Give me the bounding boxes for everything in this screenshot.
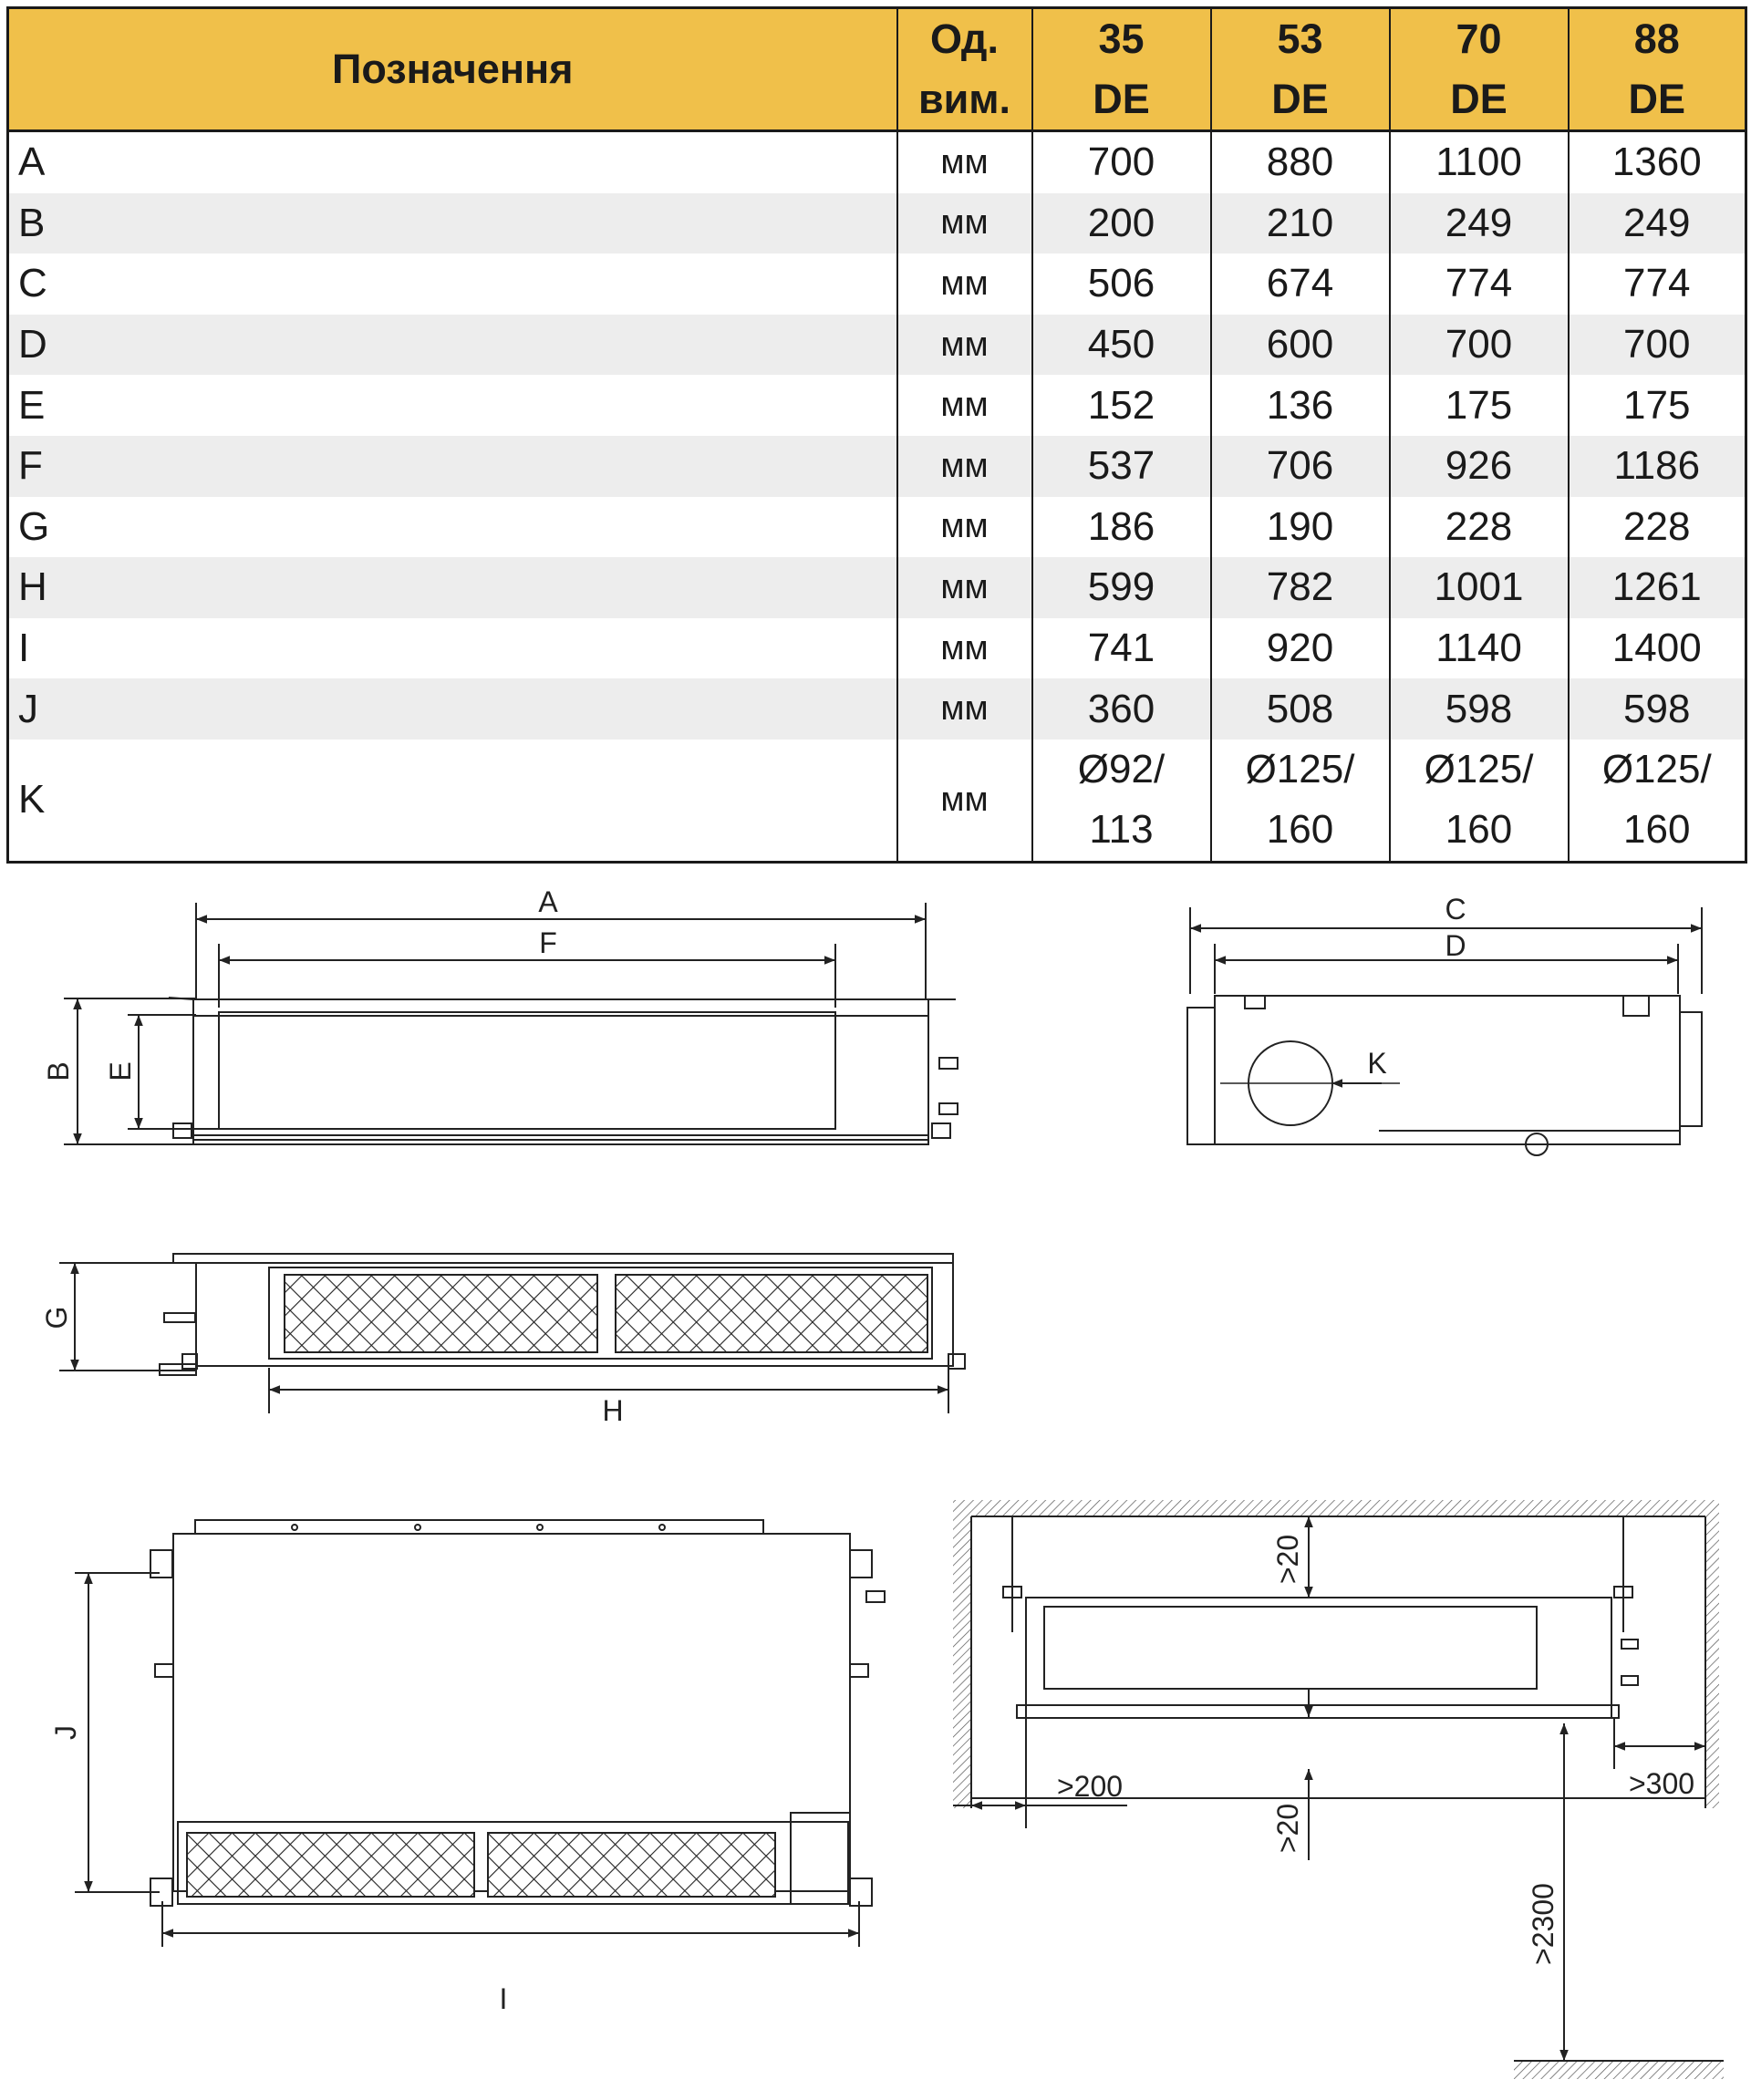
row-value	[1211, 740, 1390, 863]
row-unit: мм	[897, 436, 1032, 497]
header-model-line2: DE	[1271, 76, 1329, 122]
floor-height-label: >2300	[1527, 1883, 1559, 1965]
row-value	[1390, 740, 1569, 863]
header-model-line1: 53	[1277, 16, 1323, 62]
row-value: 200	[1032, 193, 1211, 254]
row-value: 741	[1032, 618, 1211, 679]
row-value: 360	[1032, 678, 1211, 740]
row-value: 700	[1390, 315, 1569, 376]
clearance-bottom-label: >20	[1271, 1803, 1304, 1854]
row-value: 249	[1390, 193, 1569, 254]
row-value: 175	[1569, 375, 1746, 436]
row-label: D	[8, 315, 897, 376]
row-unit: мм	[897, 740, 1032, 863]
row-unit: мм	[897, 253, 1032, 315]
row-value: 450	[1032, 315, 1211, 376]
bottom-view	[75, 1520, 885, 1947]
row-unit: мм	[897, 618, 1032, 679]
header-model-line2: DE	[1093, 76, 1150, 122]
row-label: J	[8, 678, 897, 740]
row-value: 600	[1211, 315, 1390, 376]
table-row	[8, 497, 1746, 558]
table-row	[8, 131, 1746, 193]
row-value	[1032, 740, 1211, 863]
dim-label-K: K	[1367, 1047, 1387, 1080]
table-header-row	[8, 8, 1746, 131]
row-label: B	[8, 193, 897, 254]
clearance-left-label: >200	[1056, 1770, 1124, 1803]
header-designation: Позначення	[8, 8, 897, 131]
header-model-88	[1569, 8, 1746, 131]
header-model-35	[1032, 8, 1211, 131]
row-value: 506	[1032, 253, 1211, 315]
row-value: 674	[1211, 253, 1390, 315]
table-row	[8, 193, 1746, 254]
row-label: H	[8, 557, 897, 618]
header-unit	[897, 8, 1032, 131]
row-value-line: Ø125/	[1601, 747, 1712, 792]
row-value: 190	[1211, 497, 1390, 558]
row-unit: мм	[897, 375, 1032, 436]
row-value: 1400	[1569, 618, 1746, 679]
row-label: F	[8, 436, 897, 497]
row-value: 1001	[1390, 557, 1569, 618]
row-unit: мм	[897, 557, 1032, 618]
front-view	[64, 903, 958, 1144]
row-value: 136	[1211, 375, 1390, 436]
table-row	[8, 315, 1746, 376]
table-row	[8, 375, 1746, 436]
row-value: 228	[1569, 497, 1746, 558]
dimensions-table	[6, 6, 1747, 864]
row-value: 1140	[1390, 618, 1569, 679]
row-value: 774	[1390, 253, 1569, 315]
header-unit-line1: Од.	[930, 16, 999, 62]
row-label: C	[8, 253, 897, 315]
row-unit: мм	[897, 678, 1032, 740]
row-value: 1186	[1569, 436, 1746, 497]
dim-label-D: D	[1445, 929, 1466, 962]
row-label: E	[8, 375, 897, 436]
header-model-53	[1211, 8, 1390, 131]
row-value: 249	[1569, 193, 1746, 254]
row-value: 706	[1211, 436, 1390, 497]
row-value-line: Ø92/	[1077, 747, 1166, 792]
row-value: 508	[1211, 678, 1390, 740]
row-label: G	[8, 497, 897, 558]
row-value: 186	[1032, 497, 1211, 558]
row-value: 598	[1569, 678, 1746, 740]
dim-label-B: B	[42, 1061, 75, 1081]
header-model-line2: DE	[1450, 76, 1508, 122]
rear-view	[59, 1254, 965, 1413]
table-row	[8, 557, 1746, 618]
dim-label-I: I	[499, 1982, 508, 2015]
row-value: 598	[1390, 678, 1569, 740]
row-value: 152	[1032, 375, 1211, 436]
row-unit: мм	[897, 131, 1032, 193]
clearance-top-label: >20	[1271, 1534, 1304, 1585]
technical-drawings	[0, 857, 1751, 2100]
row-value: 210	[1211, 193, 1390, 254]
header-model-line1: 88	[1633, 16, 1680, 62]
row-value-line: 160	[1266, 807, 1334, 853]
row-value: 700	[1032, 131, 1211, 193]
row-value-line: 160	[1623, 807, 1691, 853]
dim-label-H: H	[602, 1394, 624, 1427]
header-model-line2: DE	[1628, 76, 1685, 122]
header-model-line1: 70	[1456, 16, 1502, 62]
row-value	[1569, 740, 1746, 863]
row-value: 1100	[1390, 131, 1569, 193]
row-value: 1360	[1569, 131, 1746, 193]
row-value: 920	[1211, 618, 1390, 679]
dim-label-F: F	[539, 926, 557, 959]
row-value: 599	[1032, 557, 1211, 618]
dim-label-J: J	[49, 1725, 82, 1740]
table-row	[8, 678, 1746, 740]
dim-label-E: E	[104, 1061, 137, 1081]
row-unit: мм	[897, 497, 1032, 558]
clearance-right-label: >300	[1628, 1767, 1695, 1800]
table-row	[8, 740, 1746, 863]
row-value: 228	[1390, 497, 1569, 558]
row-value: 700	[1569, 315, 1746, 376]
row-value: 1261	[1569, 557, 1746, 618]
table-row	[8, 618, 1746, 679]
row-value: 774	[1569, 253, 1746, 315]
header-model-70	[1390, 8, 1569, 131]
row-value: 926	[1390, 436, 1569, 497]
dim-label-A: A	[538, 885, 558, 918]
dim-label-G: G	[40, 1306, 73, 1329]
row-label: A	[8, 131, 897, 193]
row-value: 880	[1211, 131, 1390, 193]
row-value-line: Ø125/	[1424, 747, 1534, 792]
row-value: 537	[1032, 436, 1211, 497]
row-label: I	[8, 618, 897, 679]
table-row	[8, 253, 1746, 315]
row-label: K	[8, 740, 897, 863]
row-unit: мм	[897, 315, 1032, 376]
dim-label-C: C	[1445, 893, 1466, 926]
row-unit: мм	[897, 193, 1032, 254]
table-row	[8, 436, 1746, 497]
row-value-line: 113	[1089, 807, 1154, 853]
row-value: 175	[1390, 375, 1569, 436]
header-unit-line2: вим.	[917, 76, 1011, 122]
row-value-line: Ø125/	[1245, 747, 1355, 792]
row-value-line: 160	[1445, 807, 1513, 853]
row-value: 782	[1211, 557, 1390, 618]
header-model-line1: 35	[1098, 16, 1145, 62]
